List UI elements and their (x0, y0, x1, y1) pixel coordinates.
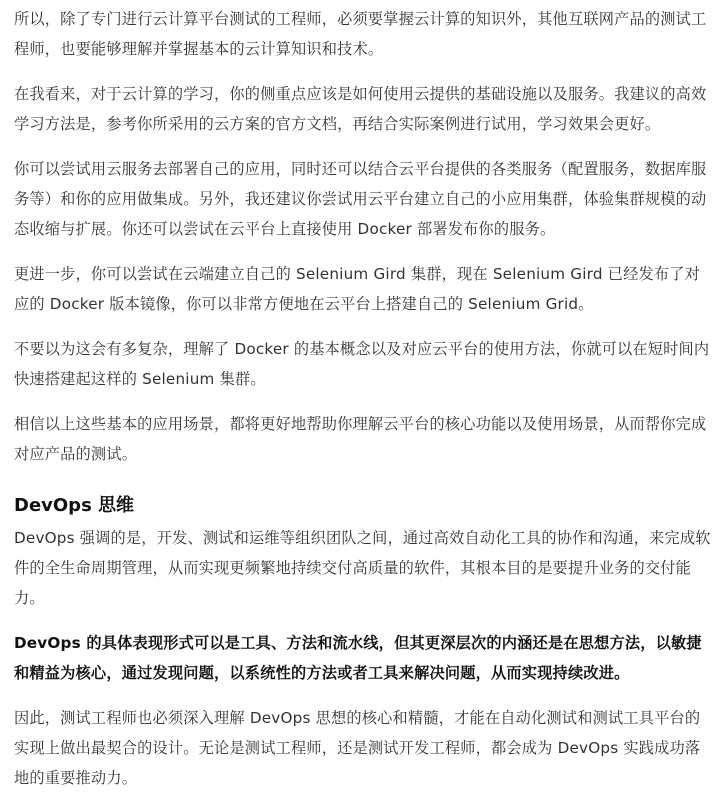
paragraph-try-cloud-services: 你可以尝试用云服务去部署自己的应用，同时还可以结合云平台提供的各类服务（配置服务，数据库服务等）和你的应用做集成。另外，我还建议你尝试用云平台建立自己的小应用集群，体验集群规模的动态收缩与扩展。你还可以尝试在云平台上直接使用 Docker 部署发布你的服务。 (14, 160, 707, 238)
paragraph-learning-focus: 在我看来，对于云计算的学习，你的侧重点应该是如何使用云提供的基础设施以及服务。我建议的高效学习方法是，参考你所采用的云方案的官方文档，再结合实际案例进行试用，学习效果会更好。 (14, 85, 707, 133)
paragraph-devops-emphasis: DevOps 的具体表现形式可以是工具、方法和流水线，但其更深层次的内涵还是在思想方法，以敏捷和精益为核心，通过发现问题，以系统性的方法或者工具来解决问题，从而实现持续改进。 (14, 634, 702, 682)
paragraph-devops-conclusion: 因此，测试工程师也必须深入理解 DevOps 思想的核心和精髓，才能在自动化测试和测试工具平台的实现上做出最契合的设计。无论是测试工程师，还是测试开发工程师，都会成为 DevOps 实践成功落地的重要推动力。 (14, 709, 701, 787)
paragraph-application-scenarios: 相信以上这些基本的应用场景，都将更好地帮助你理解云平台的核心功能以及使用场景，从而帮你完成对应产品的测试。 (14, 415, 707, 463)
section-heading-devops: DevOps 思维 (14, 495, 135, 516)
paragraph-selenium-grid: 更进一步，你可以尝试在云端建立自己的 Selenium Gird 集群，现在 Selenium Gird 已经发布了对应的 Docker 版本镜像，你可以非常方便地在云平台上搭建自己的 Selenium Grid。 (14, 265, 701, 313)
paragraph-devops-intro: DevOps 强调的是，开发、测试和运维等组织团队之间，通过高效自动化工具的协作和沟通，来完成软件的全生命周期管理，从而实现更频繁地持续交付高质量的软件，其根本目的是要提升业务的交付能力。 (14, 529, 711, 607)
paragraph-not-complex: 不要以为这会有多复杂，理解了 Docker 的基本概念以及对应云平台的使用方法，你就可以在短时间内快速搭建起这样的 Selenium 集群。 (14, 340, 710, 388)
paragraph-cloud-knowledge: 所以，除了专门进行云计算平台测试的工程师，必须要掌握云计算的知识外，其他互联网产品的测试工程师，也要能够理解并掌握基本的云计算知识和技术。 (14, 10, 707, 58)
